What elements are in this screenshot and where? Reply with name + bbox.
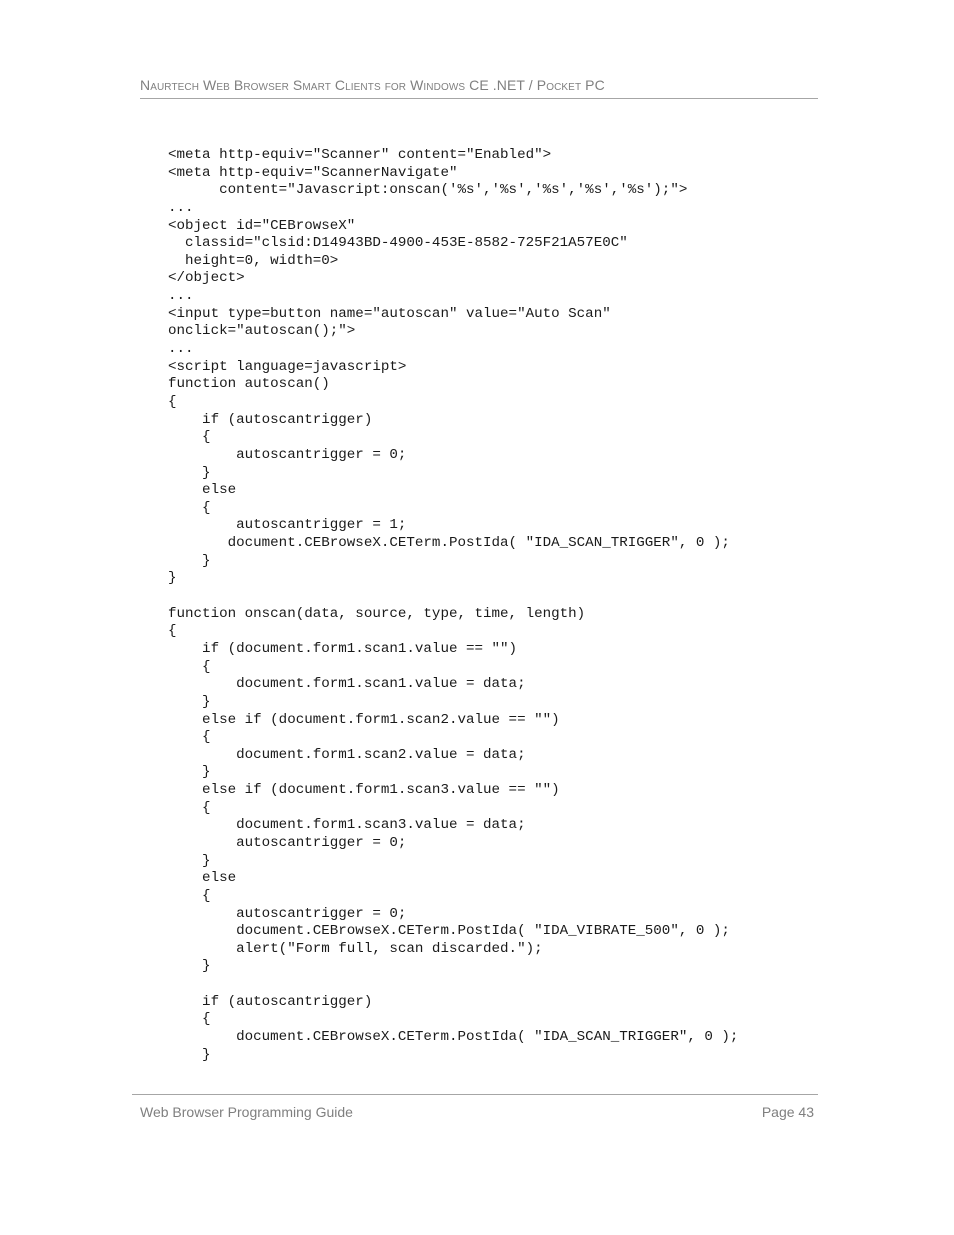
code-line: } [168,552,211,569]
code-listing [168,147,738,1064]
code-line: content="Javascript:onscan('%s','%s','%s','%s','%s');"> [168,182,688,199]
code-line: <object id="CEBrowseX" [168,217,356,234]
code-line: document.CEBrowseX.CETerm.PostIda( "IDA_VIBRATE_500", 0 ); [168,923,730,940]
code-line: document.CEBrowseX.CETerm.PostIda( "IDA_SCAN_TRIGGER", 0 ); [168,535,730,552]
code-line: } [168,464,211,481]
code-line: <input type=button name="autoscan" value="Auto Scan" [168,305,611,322]
code-line: { [168,393,177,410]
code-line: autoscantrigger = 0; [168,446,407,463]
code-line: document.CEBrowseX.CETerm.PostIda( "IDA_SCAN_TRIGGER", 0 ); [168,1029,739,1046]
code-line [168,976,738,994]
running-header [140,76,818,99]
code-line: else if (document.form1.scan2.value == "") [168,711,560,728]
code-line: onclick="autoscan();"> [168,323,356,340]
code-line: autoscantrigger = 1; [168,517,407,534]
header-title: Naurtech Web Browser Smart Clients for Windows CE .NET / Pocket PC [140,77,605,93]
code-line: autoscantrigger = 0; [168,834,407,851]
code-line: { [168,658,211,675]
code-line: ... [168,288,194,305]
code-line: function onscan(data, source, type, time, length) [168,605,586,622]
code-line: <meta http-equiv="Scanner" content="Enabled"> [168,147,552,163]
code-line: alert("Form full, scan discarded."); [168,940,543,957]
code-line: if (autoscantrigger) [168,993,373,1010]
code-line: } [168,958,211,975]
code-line: document.form1.scan1.value = data; [168,676,526,693]
code-line: { [168,887,211,904]
code-line: if (autoscantrigger) [168,411,373,428]
code-line: { [168,799,211,816]
code-line: document.form1.scan2.value = data; [168,746,526,763]
code-line: <meta http-equiv="ScannerNavigate" [168,164,458,181]
code-line: <script language=javascript> [168,358,407,375]
code-line: } [168,764,211,781]
code-line: height=0, width=0> [168,252,339,269]
code-line: } [168,852,211,869]
code-line: { [168,623,177,640]
code-line: } [168,693,211,710]
code-line: function autoscan() [168,376,330,393]
code-line: document.form1.scan3.value = data; [168,817,526,834]
code-line: } [168,1046,211,1063]
code-line: } [168,570,177,587]
code-line: else if (document.form1.scan3.value == "") [168,782,560,799]
code-line: if (document.form1.scan1.value == "") [168,640,518,657]
code-line: { [168,1011,211,1028]
code-line: autoscantrigger = 0; [168,905,407,922]
code-line: else [168,870,237,887]
code-line: classid="clsid:D14943BD-4900-453E-8582-725F21A57E0C" [168,235,628,252]
footer-guide-title: Web Browser Programming Guide [140,1104,353,1120]
code-line: ... [168,199,194,216]
code-line: else [168,482,237,499]
page-number: Page 43 [761,1104,814,1120]
code-line: </object> [168,270,245,287]
code-line: { [168,429,211,446]
code-line: { [168,499,211,516]
page-footer [132,1094,818,1125]
code-line: ... [168,341,194,358]
code-line: { [168,729,211,746]
code-line [168,588,738,606]
